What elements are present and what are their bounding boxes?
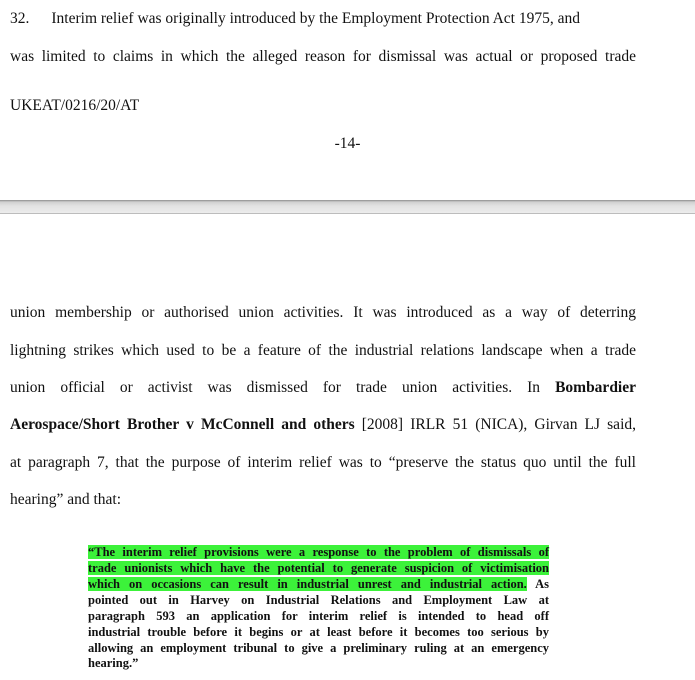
body-line-4: [10, 415, 636, 435]
paragraph-number: 32.: [10, 10, 30, 27]
body-line-2: lightning strikes which used to be a feature of the industrial relations landscape when a trade: [10, 342, 636, 359]
body-line-3-text: union official or activist was dismissed for trade union activities. In: [10, 379, 556, 396]
case-name-part-1: Bombardier: [555, 379, 636, 396]
quote-line-1: [88, 545, 549, 561]
paragraph-32-text-1: Interim relief was originally introduced by the Employment Protection Act 1975, and: [51, 10, 580, 27]
body-line-3: [10, 378, 636, 398]
page-separator: [0, 200, 695, 214]
highlighted-text: trade unionists which have the potential to generate suspicion of victimisation: [88, 561, 549, 575]
quote-line-3-tail: As: [526, 577, 549, 591]
quote-line-8: hearing.”: [88, 656, 139, 670]
case-name-part-2: Aerospace/Short Brother v McConnell and others: [10, 416, 355, 433]
body-line-6: hearing” and that:: [10, 491, 122, 508]
paragraph-32-line-1: [10, 9, 636, 29]
quote-line-4: pointed out in Harvey on Industrial Relations and Employment Law at: [88, 593, 549, 607]
document-page-top: [0, 0, 695, 200]
highlighted-text: “The interim relief provisions were a response to the problem of dismissals of: [88, 545, 549, 559]
paragraph-32-line-2: was limited to claims in which the alleged reason for dismissal was actual or proposed trade: [10, 48, 636, 65]
highlighted-text: which on occasions can result in industrial unrest and industrial action.: [88, 577, 527, 591]
body-line-5: at paragraph 7, that the purpose of interim relief was to “preserve the status quo until the full: [10, 454, 636, 471]
case-reference: UKEAT/0216/20/AT: [10, 97, 140, 114]
quote-line-2: [88, 561, 549, 577]
body-line-1: union membership or authorised union activities. It was introduced as a way of deterring: [10, 304, 636, 321]
quote-line-5: paragraph 593 an application for interim relief is intended to head off: [88, 609, 549, 623]
body-line-4-text: [2008] IRLR 51 (NICA), Girvan LJ said,: [354, 416, 636, 433]
quote-line-3: [88, 577, 549, 593]
quote-line-6: industrial trouble before it begins or at least before it becomes too serious by: [88, 625, 549, 639]
quote-line-7: allowing an employment tribunal to give a preliminary ruling at an emergency: [88, 641, 549, 655]
page-number: -14-: [334, 135, 361, 152]
